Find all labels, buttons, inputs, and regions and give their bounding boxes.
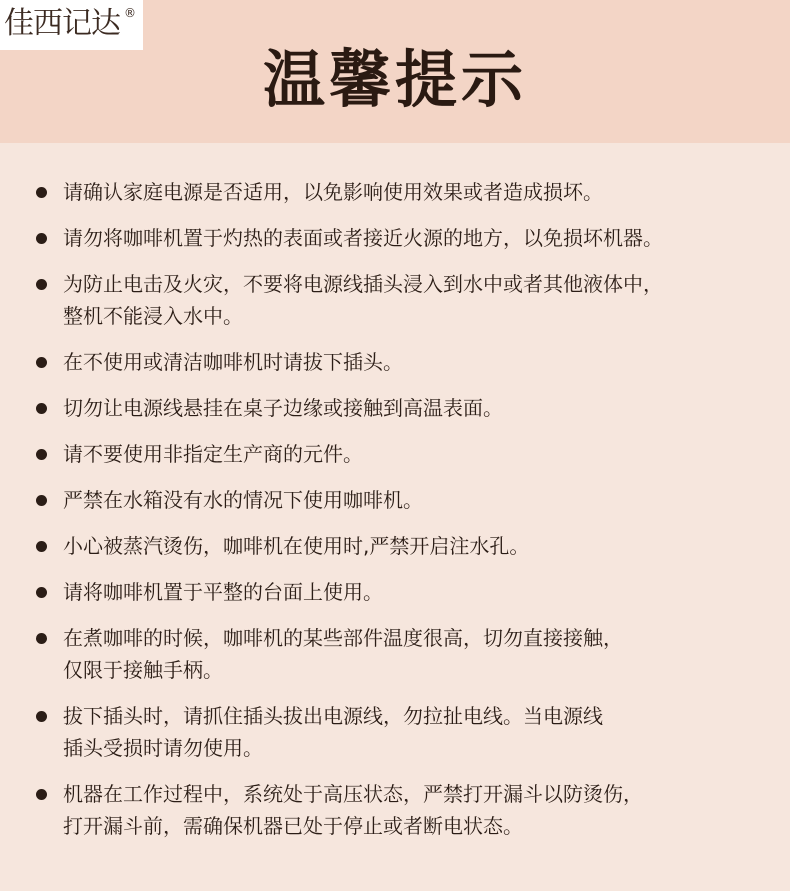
tip-text: 拔下插头时，请抓住插头拔出电源线，勿拉扯电线。当电源线 [63,704,603,728]
bullet-icon [36,279,47,290]
bullet-icon [36,403,47,414]
tip-item [36,700,776,764]
tip-text: 机器在工作过程中，系统处于高压状态，严禁打开漏斗以防烫伤， [63,782,643,806]
tip-text: 请勿将咖啡机置于灼热的表面或者接近火源的地方，以免损坏机器。 [63,226,663,250]
tip-text: 为防止电击及火灾，不要将电源线插头浸入到水中或者其他液体中， [63,272,663,296]
tip-item [36,778,776,842]
tip-text: 小心被蒸汽烫伤，咖啡机在使用时,严禁开启注水孔。 [63,534,530,558]
bullet-icon [36,233,47,244]
tip-item [36,392,776,424]
tip-item [36,176,776,208]
tip-text: 切勿让电源线悬挂在桌子边缘或接触到高温表面。 [63,396,503,420]
tip-text: 请确认家庭电源是否适用，以免影响使用效果或者造成损坏。 [63,180,603,204]
tip-text-continued: 仅限于接触手柄。 [63,658,223,682]
bullet-icon [36,587,47,598]
logo-text: 佳西记达 [4,6,120,41]
bullet-icon [36,789,47,800]
tip-item [36,268,776,332]
page-title: 温馨提示 [262,43,527,116]
tip-text: 严禁在水箱没有水的情况下使用咖啡机。 [63,488,423,512]
tip-text: 请将咖啡机置于平整的台面上使用。 [63,580,383,604]
bullet-icon [36,449,47,460]
bullet-icon [36,187,47,198]
bullet-icon [36,633,47,644]
header-banner [0,0,790,143]
tip-text: 在煮咖啡的时候，咖啡机的某些部件温度很高，切勿直接接触， [63,626,623,650]
tip-item [36,530,776,562]
bullet-icon [36,357,47,368]
tip-item [36,484,776,516]
bullet-icon [36,495,47,506]
tip-text-continued: 整机不能浸入水中。 [63,304,243,328]
tip-text: 在不使用或清洁咖啡机时请拔下插头。 [63,350,403,374]
bullet-icon [36,711,47,722]
tip-item [36,222,776,254]
bullet-icon [36,541,47,552]
tip-item [36,438,776,470]
tips-list [36,176,776,856]
tip-text-continued: 打开漏斗前，需确保机器已处于停止或者断电状态。 [63,814,523,838]
tip-item [36,622,776,686]
registered-mark: ® [124,6,136,20]
tip-item [36,346,776,378]
tip-text: 请不要使用非指定生产商的元件。 [63,442,363,466]
tip-item [36,576,776,608]
tip-text-continued: 插头受损时请勿使用。 [63,736,263,760]
